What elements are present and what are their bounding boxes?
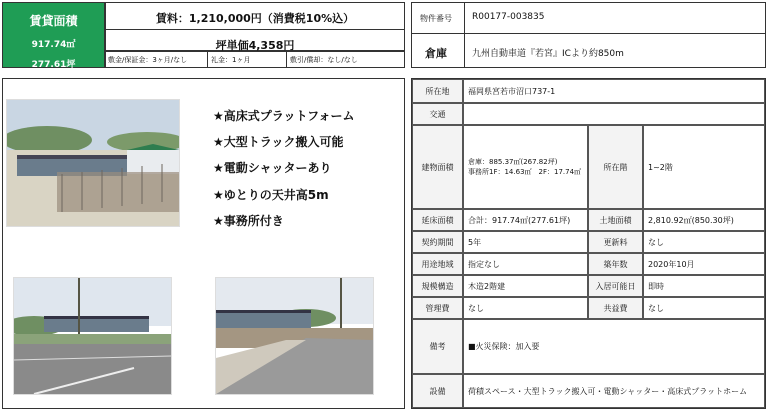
area-panel [2, 2, 105, 68]
amortization-text: 敷引/償却：なし/なし [290, 56, 358, 64]
key-money-text: 礼金：1ヶ月 [211, 56, 251, 64]
area-sqm: 917.74㎡ [31, 40, 76, 50]
notes-label: 備考 [412, 319, 463, 374]
land-area-label: 土地面積 [588, 209, 643, 231]
renewal-value: なし [643, 231, 765, 253]
equipment-value: 荷積スペース・大型トラック搬入可・電動シャッター・高床式プラットホーム [463, 374, 765, 408]
renewal-label: 更新料 [588, 231, 643, 253]
common-value: なし [643, 297, 765, 319]
contract-value: 5年 [463, 231, 588, 253]
feature-3: ★電動シャッターあり [213, 161, 332, 175]
built-label: 築年数 [588, 253, 643, 275]
location-value: 福岡県宮若市沼口737-1 [463, 79, 765, 103]
zoning-label: 用途地域 [412, 253, 463, 275]
property-id: R00177-003835 [472, 12, 545, 22]
photo-panel [2, 78, 405, 409]
notes-value: ■火災保険：加入要 [463, 319, 765, 374]
location-label: 所在地 [412, 79, 463, 103]
total-area-value: 合計：917.74㎡(277.61坪) [463, 209, 588, 231]
zoning-value: 指定なし [463, 253, 588, 275]
mgmt-value: なし [463, 297, 588, 319]
details-table [411, 78, 766, 409]
floor-value: 1~2階 [643, 125, 765, 209]
warehouse-photo-left [13, 277, 172, 395]
structure-label: 規模構造 [412, 275, 463, 297]
common-label: 共益費 [588, 297, 643, 319]
area-type-label: 賃貸面積 [29, 14, 78, 28]
floor-label: 所在階 [588, 125, 643, 209]
property-panel [411, 2, 766, 68]
transport-label: 交通 [412, 103, 463, 125]
feature-1: ★高床式プラットフォーム [213, 109, 355, 123]
built-value: 2020年10月 [643, 253, 765, 275]
structure-value: 木造2階建 [463, 275, 588, 297]
area-tsubo: 277.61坪 [31, 60, 76, 70]
rent-panel [105, 2, 405, 51]
move-in-value: 即時 [643, 275, 765, 297]
mgmt-label: 管理費 [412, 297, 463, 319]
feature-2: ★大型トラック搬入可能 [213, 135, 344, 149]
building-area-label: 建物面積 [412, 125, 463, 209]
land-area-value: 2,810.92㎡(850.30坪) [643, 209, 765, 231]
deposit-text: 敷金/保証金：3ヶ月/なし [108, 56, 188, 64]
warehouse-photo-right [215, 277, 374, 395]
property-access: 九州自動車道『若宮』ICより約850m [472, 49, 624, 59]
move-in-label: 入居可能日 [588, 275, 643, 297]
feature-5: ★事務所付き [213, 214, 284, 228]
warehouse-photo-main [6, 99, 180, 227]
total-area-label: 延床面積 [412, 209, 463, 231]
building-area-value [463, 125, 588, 209]
building-area-office: 事務所1F：14.63㎡ 2F：17.74㎡ [468, 168, 582, 176]
equipment-label: 設備 [412, 374, 463, 408]
transport-value [463, 103, 765, 125]
property-id-label: 物件番号 [420, 14, 452, 23]
rent-text: 賃料：1,210,000円（消費税10%込） [155, 12, 355, 25]
deposit-row [105, 51, 405, 68]
building-area-warehouse: 倉庫：885.37㎡(267.82坪) [468, 158, 558, 166]
feature-4: ★ゆとりの天井高5m [213, 188, 329, 202]
unit-price: 坪単価4,358円 [215, 39, 295, 52]
contract-label: 契約期間 [412, 231, 463, 253]
property-type: 倉庫 [425, 47, 447, 60]
